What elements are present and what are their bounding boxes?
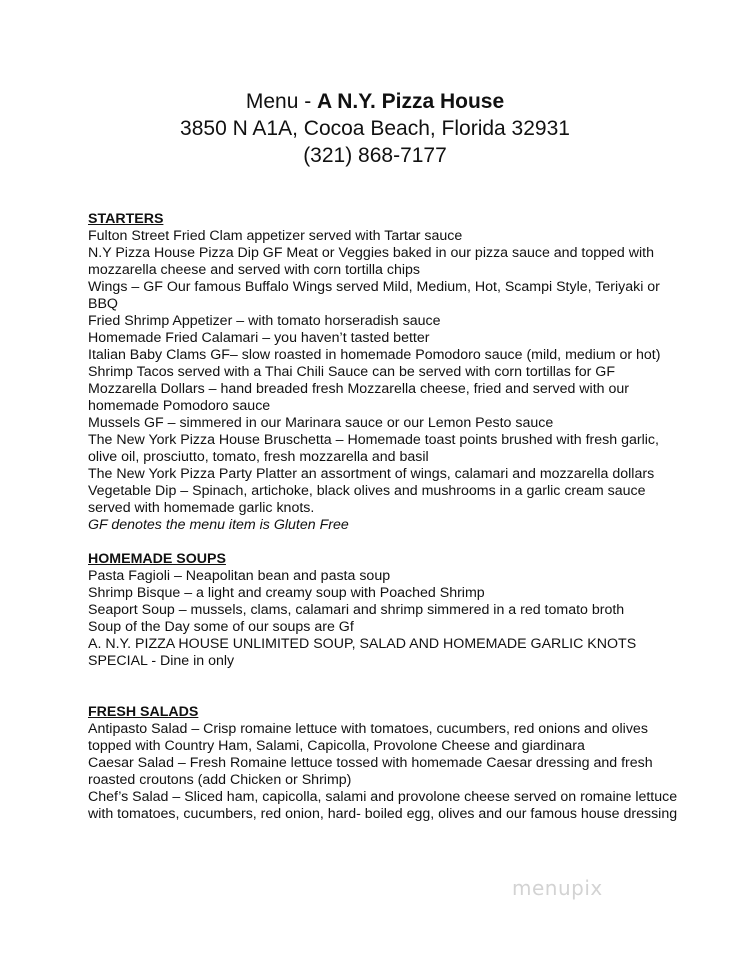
menu-item: Shrimp Bisque – a light and creamy soup with Poached Shrimp — [88, 585, 485, 601]
restaurant-phone: (321) 868-7177 — [303, 144, 447, 167]
menu-item: Pasta Fagioli – Neapolitan bean and pasta soup — [88, 568, 391, 584]
menu-prefix: Menu - — [245, 90, 318, 113]
menu-item: A. N.Y. PIZZA HOUSE UNLIMITED SOUP, SALAD AND HOMEMADE GARLIC KNOTS SPECIAL - Dine in only — [88, 636, 637, 669]
menu-item: Homemade Fried Calamari – you haven’t tasted better — [88, 330, 430, 346]
section-spacer — [88, 670, 688, 704]
menu-item: Vegetable Dip – Spinach, artichoke, black olives and mushrooms in a garlic cream sauce served with homemade garlic knots. — [88, 483, 646, 516]
menu-item: Caesar Salad – Fresh Romaine lettuce tossed with homemade Caesar dressing and fresh roasted croutons (add Chicken or Shrimp) — [88, 755, 653, 788]
gluten-free-note: GF denotes the menu item is Gluten Free — [88, 517, 349, 533]
menu-item: Seaport Soup – mussels, clams, calamari and shrimp simmered in a red tomato broth — [88, 602, 625, 618]
section-title-starters: STARTERS — [88, 211, 164, 227]
menu-item: Italian Baby Clams GF– slow roasted in homemade Pomodoro sauce (mild, medium or hot) — [88, 347, 661, 363]
restaurant-name: A N.Y. Pizza House — [317, 90, 505, 113]
menu-item: Mozzarella Dollars – hand breaded fresh Mozzarella cheese, fried and served with our homemade Pomodoro sauce — [88, 381, 629, 414]
menu-item: Mussels GF – simmered in our Marinara sauce or our Lemon Pesto sauce — [88, 415, 554, 431]
menu-item: Chef’s Salad – Sliced ham, capicolla, salami and provolone cheese served on romaine lettuce with tomatoes, cucumbers, red onion, hard- boiled egg, olives and our famous house dressing — [88, 789, 678, 822]
section-spacer — [88, 534, 688, 551]
menu-content — [88, 211, 688, 823]
menu-header — [0, 88, 750, 169]
section-title-soups: HOMEMADE SOUPS — [88, 551, 226, 567]
menupix-watermark: menupix — [512, 876, 603, 900]
menu-item: Fulton Street Fried Clam appetizer served with Tartar sauce — [88, 228, 463, 244]
menu-item: The New York Pizza Party Platter an assortment of wings, calamari and mozzarella dollars — [88, 466, 655, 482]
page-title — [0, 88, 750, 115]
restaurant-address: 3850 N A1A, Cocoa Beach, Florida 32931 — [180, 117, 570, 140]
menu-item: Wings – GF Our famous Buffalo Wings served Mild, Medium, Hot, Scampi Style, Teriyaki or BBQ — [88, 279, 660, 312]
menu-item: The New York Pizza House Bruschetta – Homemade toast points brushed with fresh garlic, olive oil, prosciutto, tomato, fresh mozzarella and basil — [88, 432, 659, 465]
menu-item: N.Y Pizza House Pizza Dip GF Meat or Veggies baked in our pizza sauce and topped with mozzarella cheese and served with corn tortilla chips — [88, 245, 654, 278]
menu-item: Shrimp Tacos served with a Thai Chili Sauce can be served with corn tortillas for GF — [88, 364, 616, 380]
menu-item: Soup of the Day some of our soups are Gf — [88, 619, 354, 635]
menu-item: Antipasto Salad – Crisp romaine lettuce with tomatoes, cucumbers, red onions and olives topped with Country Ham, Salami, Capicolla, Provolone Cheese and giardinara — [88, 721, 648, 754]
menu-item: Fried Shrimp Appetizer – with tomato horseradish sauce — [88, 313, 441, 329]
section-title-salads: FRESH SALADS — [88, 704, 199, 720]
